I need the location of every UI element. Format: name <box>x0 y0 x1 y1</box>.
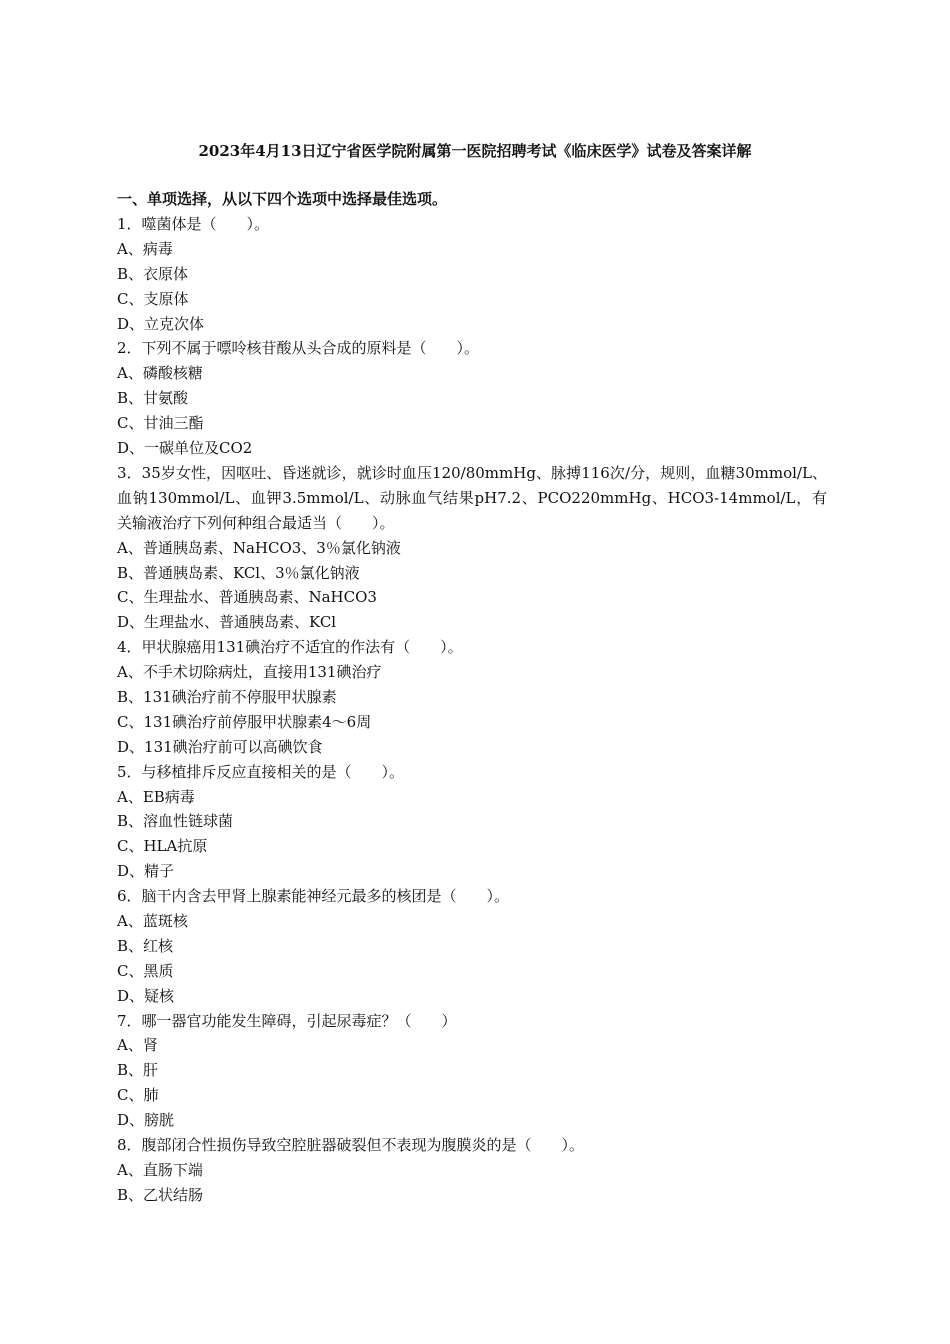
question-stem: 6．脑干内含去甲肾上腺素能神经元最多的核团是（ ）。 <box>117 887 510 906</box>
question-1 <box>117 212 827 336</box>
question-8 <box>117 1133 827 1208</box>
question-7 <box>117 1009 827 1133</box>
question-stem: 1．噬菌体是（ ）。 <box>117 215 270 233</box>
option-c: C、HLA抗原 <box>117 837 208 856</box>
question-stem: 3．35岁女性，因呕吐、昏迷就诊，就诊时血压120/80mmHg、脉搏116次/分，规则，血糖30mmol/L、血钠130mmol/L、血钾3.5mmol/L、动脉血气结果pH7.2、PCO220mmHg、HCO3-14mmol/L，有关输液治疗下列何种组合最适当（ ）。 <box>117 463 827 532</box>
question-6 <box>117 884 827 1008</box>
option-d: D、疑核 <box>117 986 175 1005</box>
option-a: A、肾 <box>117 1036 158 1055</box>
option-b: B、131碘治疗前不停服甲状腺素 <box>117 687 337 706</box>
question-stem: 8．腹部闭合性损伤导致空腔脏器破裂但不表现为腹膜炎的是（ ）。 <box>117 1136 585 1154</box>
option-a: A、不手术切除病灶，直接用131碘治疗 <box>117 663 382 682</box>
option-d: D、精子 <box>117 862 175 881</box>
option-c: C、肺 <box>117 1086 159 1105</box>
option-b: B、肝 <box>117 1061 159 1080</box>
question-stem: 7．哪一器官功能发生障碍，引起尿毒症？（ ） <box>117 1011 457 1030</box>
option-d: D、立克次体 <box>117 314 205 333</box>
option-b: B、乙状结肠 <box>117 1185 204 1204</box>
section-heading: 一、单项选择，从以下四个选项中选择最佳选项。 <box>117 190 448 208</box>
option-d: D、131碘治疗前可以高碘饮食 <box>117 737 323 756</box>
option-a: A、EB病毒 <box>117 787 195 806</box>
option-c: C、甘油三酯 <box>117 414 204 433</box>
question-stem: 5．与移植排斥反应直接相关的是（ ）。 <box>117 762 405 781</box>
option-b: B、甘氨酸 <box>117 389 189 408</box>
option-c: C、131碘治疗前停服甲状腺素4～6周 <box>117 712 372 731</box>
option-c: C、黑质 <box>117 961 174 980</box>
option-b: B、溶血性链球菌 <box>117 812 234 831</box>
question-4 <box>117 635 827 759</box>
option-b: B、红核 <box>117 936 174 955</box>
option-d: D、膀胱 <box>117 1111 175 1130</box>
option-d: D、一碳单位及CO2 <box>117 439 253 458</box>
option-a: A、病毒 <box>117 239 173 258</box>
option-b: B、普通胰岛素、KCl、3％氯化钠液 <box>117 563 360 582</box>
option-a: A、磷酸核糖 <box>117 364 203 383</box>
question-stem: 2．下列不属于嘌呤核苷酸从头合成的原料是（ ）。 <box>117 339 480 358</box>
option-a: A、普通胰岛素、NaHCO3、3％氯化钠液 <box>117 538 401 557</box>
question-stem: 4．甲状腺癌用131碘治疗不适宜的作法有（ ）。 <box>117 638 463 657</box>
option-d: D、生理盐水、普通胰岛素、KCl <box>117 613 337 632</box>
option-b: B、衣原体 <box>117 264 189 283</box>
option-c: C、支原体 <box>117 289 189 308</box>
question-list <box>117 212 827 1208</box>
page-title: 2023年4月13日辽宁省医学院附属第一医院招聘考试《临床医学》试卷及答案详解 <box>198 142 752 160</box>
option-c: C、生理盐水、普通胰岛素、NaHCO3 <box>117 588 377 607</box>
option-a: A、蓝斑核 <box>117 911 188 930</box>
question-3 <box>117 461 827 635</box>
option-a: A、直肠下端 <box>117 1160 203 1179</box>
question-2 <box>117 336 827 460</box>
question-5 <box>117 760 827 884</box>
